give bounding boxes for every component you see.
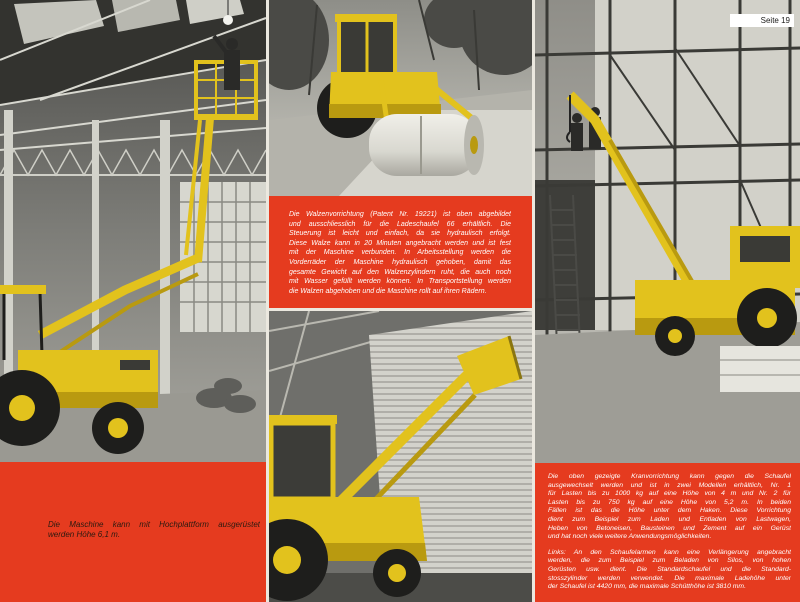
photo-crane <box>535 0 800 463</box>
caption-line: Diese Walze kann in 20 Minuten angebracht werden und ist fest <box>289 239 511 247</box>
caption-line: werden, die zum Beispiel zum Beladen von Silos, von hohen <box>548 557 791 565</box>
caption-line: stosszylinder werden verwendet. Die maximale Ladehöhe unter <box>548 574 791 582</box>
caption-paragraph-crane <box>548 473 791 542</box>
caption-crane <box>548 473 791 592</box>
caption-line: Vorderräder der Maschine hydraulisch gehoben, damit das <box>289 258 511 266</box>
caption-line: dient zum Beispiel zum Laden und Entladen von Lastwagen, <box>548 515 791 523</box>
pallet-stack <box>720 346 800 392</box>
caption-line: Die Walzenvorrichtung (Patent Nr. 19221) ist oben abgebildet <box>289 211 511 218</box>
caption-line: Fällen ist das die Höhe unter dem Haken. Diese Vorrichtung <box>548 507 791 515</box>
photo-bucket-extension <box>269 311 532 602</box>
caption-line: für Lasten bis zu 1000 kg auf eine Höhe von 4 m und Nr. 2 für <box>548 490 791 498</box>
photo-high-platform <box>0 0 266 462</box>
bucket-loader-image <box>269 311 532 602</box>
caption-line: gesamte Gewicht auf den Walzenzylindern ruht, die auch noch <box>289 268 511 276</box>
caption-line: ausgewechselt werden und ist in zwei Modellen erhältlich, Nr. 1 <box>548 481 791 489</box>
caption-paragraph-extension <box>548 549 791 592</box>
caption-line: mit Wasser gefüllt werden können. In Transportstellung werden <box>289 278 511 286</box>
caption-box-crane <box>535 463 800 602</box>
caption-line: Lasten bis zu 750 kg auf eine Höhe von 5,2 m. In beiden <box>548 498 791 506</box>
caption-line: Die Maschine kann mit Hochplattform ausgerüstet <box>48 520 260 529</box>
caption-box-platform <box>0 462 266 602</box>
caption-line: Gerüsten usw. dient. Die Standardschaufel und die Standard- <box>548 565 791 573</box>
roller-image <box>269 0 532 196</box>
caption-line: der Schaufel ist 4420 mm, die maximale Schütthöhe ist 3810 mm. <box>548 583 746 591</box>
crane-image <box>535 0 800 463</box>
factory-hall-image <box>0 0 266 462</box>
caption-roller <box>289 210 511 296</box>
caption-line: Links: An den Schaufelarmen kann eine Verlängerung angebracht <box>548 548 791 556</box>
caption-platform <box>48 520 260 540</box>
photo-roller <box>269 0 532 196</box>
caption-box-roller <box>269 196 532 308</box>
roller-drum <box>369 114 484 176</box>
caption-line: die Walzen abgehoben und die Maschine rollt auf ihren Rädern. <box>289 287 487 295</box>
caption-line: Die oben gezeigte Kranvorrichtung kann gegen die Schaufel <box>548 473 791 480</box>
caption-line: und hat noch viele weitere Anwendungsmöglichkeiten. <box>548 533 712 541</box>
caption-line: und ausschliesslich für die Ladeschaufel 66 erhältlich. Die <box>289 220 511 228</box>
caption-line: Steuerung ist leicht und einfach, da sie hydraulisch erfolgt. <box>289 230 511 238</box>
caption-line: Heben von Betoneisen, Bausteinen und Zement auf ein Gerüst <box>548 524 791 532</box>
caption-line: werden Höhe 6,1 m. <box>48 530 121 539</box>
page-number-label: Seite 19 <box>730 14 794 27</box>
caption-line: mit der Maschine verbunden. In Arbeitsstellung werden die <box>289 249 511 257</box>
